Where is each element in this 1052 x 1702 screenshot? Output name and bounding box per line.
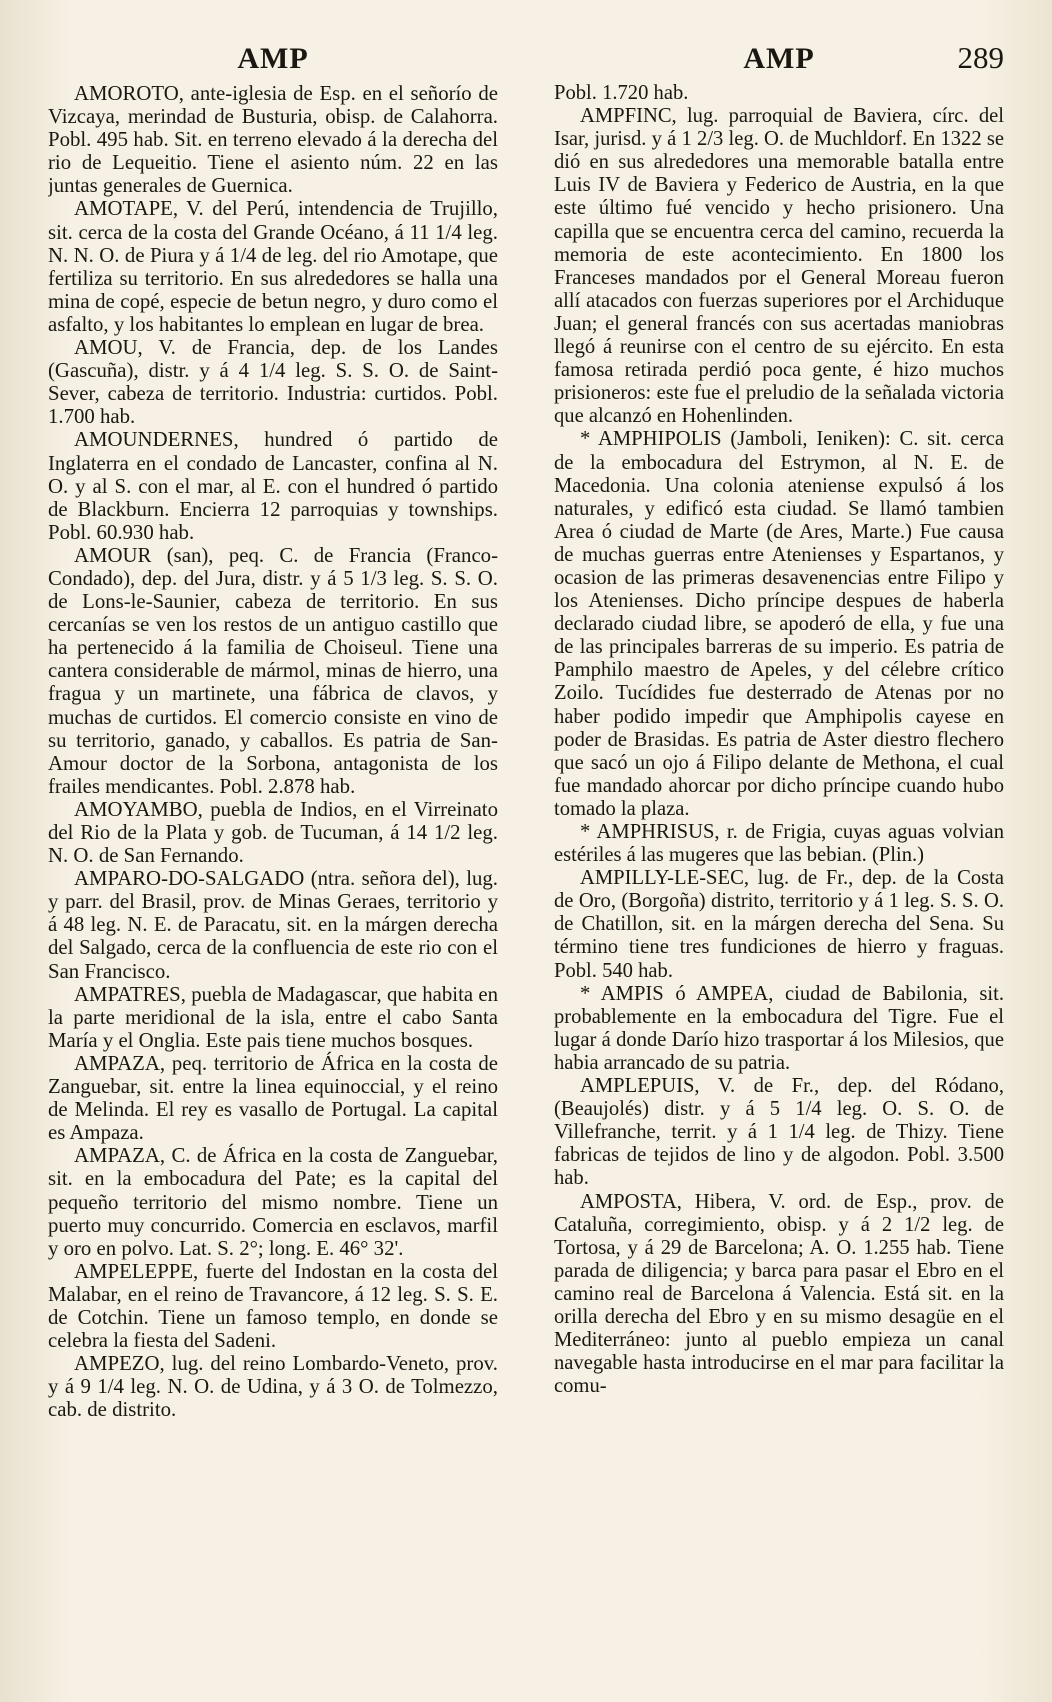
entry-ampatres: AMPATRES, puebla de Madagascar, que habita en la parte meridional de la isla, entre el cabo Santa María y el Onglia. Este pais tiene muchos bosques.	[48, 982, 498, 1052]
right-running-head: AMP	[743, 42, 815, 75]
right-header-cell	[554, 42, 1004, 76]
entry-amparo-do-salgado: AMPARO-DO-SALGADO (ntra. señora del), lug. y parr. del Brasil, prov. de Minas Geraes, territorio y á 48 leg. N. E. de Paracatu, sit. en la márgen derecha del Salgado, cerca de la confluencia de este rio con el San Francisco.	[48, 867, 498, 983]
entry-amphrisus: * AMPHRISUS, r. de Frigia, cuyas aguas volvian estériles á las mugeres que las bebian. (Plin.)	[554, 821, 1004, 867]
entry-ampezo: AMPEZO, lug. del reino Lombardo-Veneto, prov. y á 9 1/4 leg. N. O. de Udina, y á 3 O. de Tolmezzo, cab. de distrito.	[48, 1352, 498, 1422]
left-column	[48, 82, 498, 1682]
entry-amotape: AMOTAPE, V. del Perú, intendencia de Trujillo, sit. cerca de la costa del Grande Océano, á 11 1/4 leg. N. N. O. de Piura y á 1/4 de leg. del rio Amotape, que fertiliza su territorio. En sus alrededores se halla una mina de copé, especie de betun negro, y duro como el asfalto, y los habitantes lo emplean en lugar de brea.	[48, 197, 498, 336]
entry-ampaza-territorio: AMPAZA, peq. territorio de África en la costa de Zanguebar, sit. entre la linea equinoccial, y el reino de Melinda. El rey es vasallo de Portugal. La capital es Ampaza.	[48, 1051, 498, 1145]
entry-amphipolis: * AMPHIPOLIS (Jamboli, Ieniken): C. sit. cerca de la embocadura del Estrymon, al N. E. de Macedonia. Una colonia ateniense expulsó á los naturales, y edificó esta ciudad. Se llamó tambien Area ó ciudad de Marte (de Ares, Marte.) Fue causa de muchas guerras entre Atenienses y Espartanos, y ocasion de las primeras desavenencias entre Filipo y los Atenienses. Dicho príncipe despues de haberla declarado ciudad libre, se apoderó de ella, y fue una de las principales barreras de su imperio. Es patria de Pamphilo maestro de Apeles, y del célebre crítico Zoilo. Tucídides fue desterrado de Atenas por no haber podido impedir que Amphipolis cayese en poder de Brasidas. Es patria de Aster diestro flechero que sacó un ojo á Filipo delante de Methona, el cual fue mandado ahorcar por dicho príncipe cuando hubo tomado la plaza.	[554, 428, 1004, 820]
entry-ampaza-ciudad: AMPAZA, C. de África en la costa de Zanguebar, sit. en la embocadura del Pate; es la capital del pequeño territorio del mismo nombre. Tiene un puerto muy concurrido. Comercia en esclavos, marfil y oro en polvo. Lat. S. 2°; long. E. 46° 32'.	[48, 1144, 498, 1260]
page-header	[48, 34, 1004, 76]
page-number: 289	[957, 40, 1004, 75]
left-running-head: AMP	[237, 42, 309, 75]
entry-amposta: AMPOSTA, Hibera, V. ord. de Esp., prov. de Cataluña, corregimiento, obisp. y á 2 1/2 leg. de Tortosa, y á 29 de Barcelona; A. O. 1.255 hab. Tiene parada de diligencia; y barca para pasar el Ebro en el camino real de Barcelona á Valencia. Está sit. en la orilla derecha del Ebro y en su mismo desagüe en el Mediterráneo: junto al pueblo empieza un canal navegable hasta introducirse en el mar para facilitar la comu-	[554, 1190, 1004, 1398]
entry-amoyambo: AMOYAMBO, puebla de Indios, en el Virreinato del Rio de la Plata y gob. de Tucuman, á 14 1/2 leg. N. O. de San Fernando.	[48, 797, 498, 868]
entry-amplepuis: AMPLEPUIS, V. de Fr., dep. del Ródano, (Beaujolés) distr. y á 5 1/4 leg. O. S. O. de Villefranche, territ. y á 1 1/4 leg. de Thizy. Tiene fabricas de tejidos de lino y de algodon. Pobl. 3.500 hab.	[554, 1075, 1004, 1190]
entry-amoroto: AMOROTO, ante-iglesia de Esp. en el señorío de Vizcaya, merindad de Busturia, obisp. de Calahorra. Pobl. 495 hab. Sit. en terreno elevado á la derecha del rio de Lequeitio. Tiene el asiento núm. 22 en las juntas generales de Guernica.	[48, 82, 498, 198]
entry-ampis: * AMPIS ó AMPEA, ciudad de Babilonia, sit. probablemente en la embocadura del Tigre. Fue el lugar á donde Darío hizo trasportar á los Milesios, que habia arrancado de su patria.	[554, 982, 1004, 1074]
entry-amounderness: AMOUNDERNES, hundred ó partido de Inglaterra en el condado de Lancaster, confina al N. O. y al S. con el mar, al E. con el hundred ó partido de Blackburn. Encierra 12 parroquias y townships. Pobl. 60.930 hab.	[48, 428, 498, 544]
entry-ampeleppe: AMPELEPPE, fuerte del Indostan en la costa del Malabar, en el reino de Travancore, á 12 leg. S. S. E. de Cotchin. Tiene un famoso templo, en donde se celebra la fiesta del Sadeni.	[48, 1259, 498, 1353]
text-columns	[48, 82, 1004, 1682]
left-header-cell	[48, 42, 498, 76]
entry-ampezo-continued: Pobl. 1.720 hab.	[554, 82, 689, 104]
right-column	[554, 82, 1004, 1682]
entry-ampfinc: AMPFINC, lug. parroquial de Baviera, círc. del Isar, jurisd. y á 1 2/3 leg. O. de Muchldorf. En 1322 se dió en sus alrededores una memorable batalla entre Luis IV de Baviera y Federico de Austria, en la que este último fué vencido y hecho prisionero. Una capilla que se encuentra cerca del camino, recuerda la memoria de este acontecimiento. En 1800 los Franceses mandados por el General Moreau fueron allí atacados con fuerzas superiores por el Archiduque Juan; el general francés con sus acertadas maniobras llegó á reunirse con el centro de su ejército. En esta famosa retirada perdió poca gente, é hizo muchos prisioneros: este fue el preludio de la señalada victoria que alcanzó en Hohenlinden.	[554, 105, 1004, 428]
entry-amour-san: AMOUR (san), peq. C. de Francia (Franco-Condado), dep. del Jura, distr. y á 5 1/3 leg. S. S. O. de Lons-le-Saunier, cabeza de territorio. En sus cercanías se ven los restos de un antiguo castillo que ha pertenecido á la familia de Choiseul. Tiene una cantera considerable de mármol, minas de hierro, una fragua y un martinete, una fábrica de clavos, y muchas de curtidos. El comercio consiste en vino de su territorio, ganado, y caballos. Es patria de San-Amour doctor de la Sorbona, antagonista de los frailes mendicantes. Pobl. 2.878 hab.	[48, 543, 498, 798]
entry-ampilly-le-sec: AMPILLY-LE-SEC, lug. de Fr., dep. de la Costa de Oro, (Borgoña) distrito, territorio y á 1 leg. S. S. O. de Chatillon, sit. en la márgen derecha del Sena. Su término tiene tres fundiciones de hierro y fraguas. Pobl. 540 hab.	[554, 867, 1004, 982]
entry-amou: AMOU, V. de Francia, dep. de los Landes (Gascuña), distr. y á 4 1/4 leg. S. S. O. de Saint-Sever, cabeza de territorio. Industria: curtidos. Pobl. 1.700 hab.	[48, 336, 498, 429]
